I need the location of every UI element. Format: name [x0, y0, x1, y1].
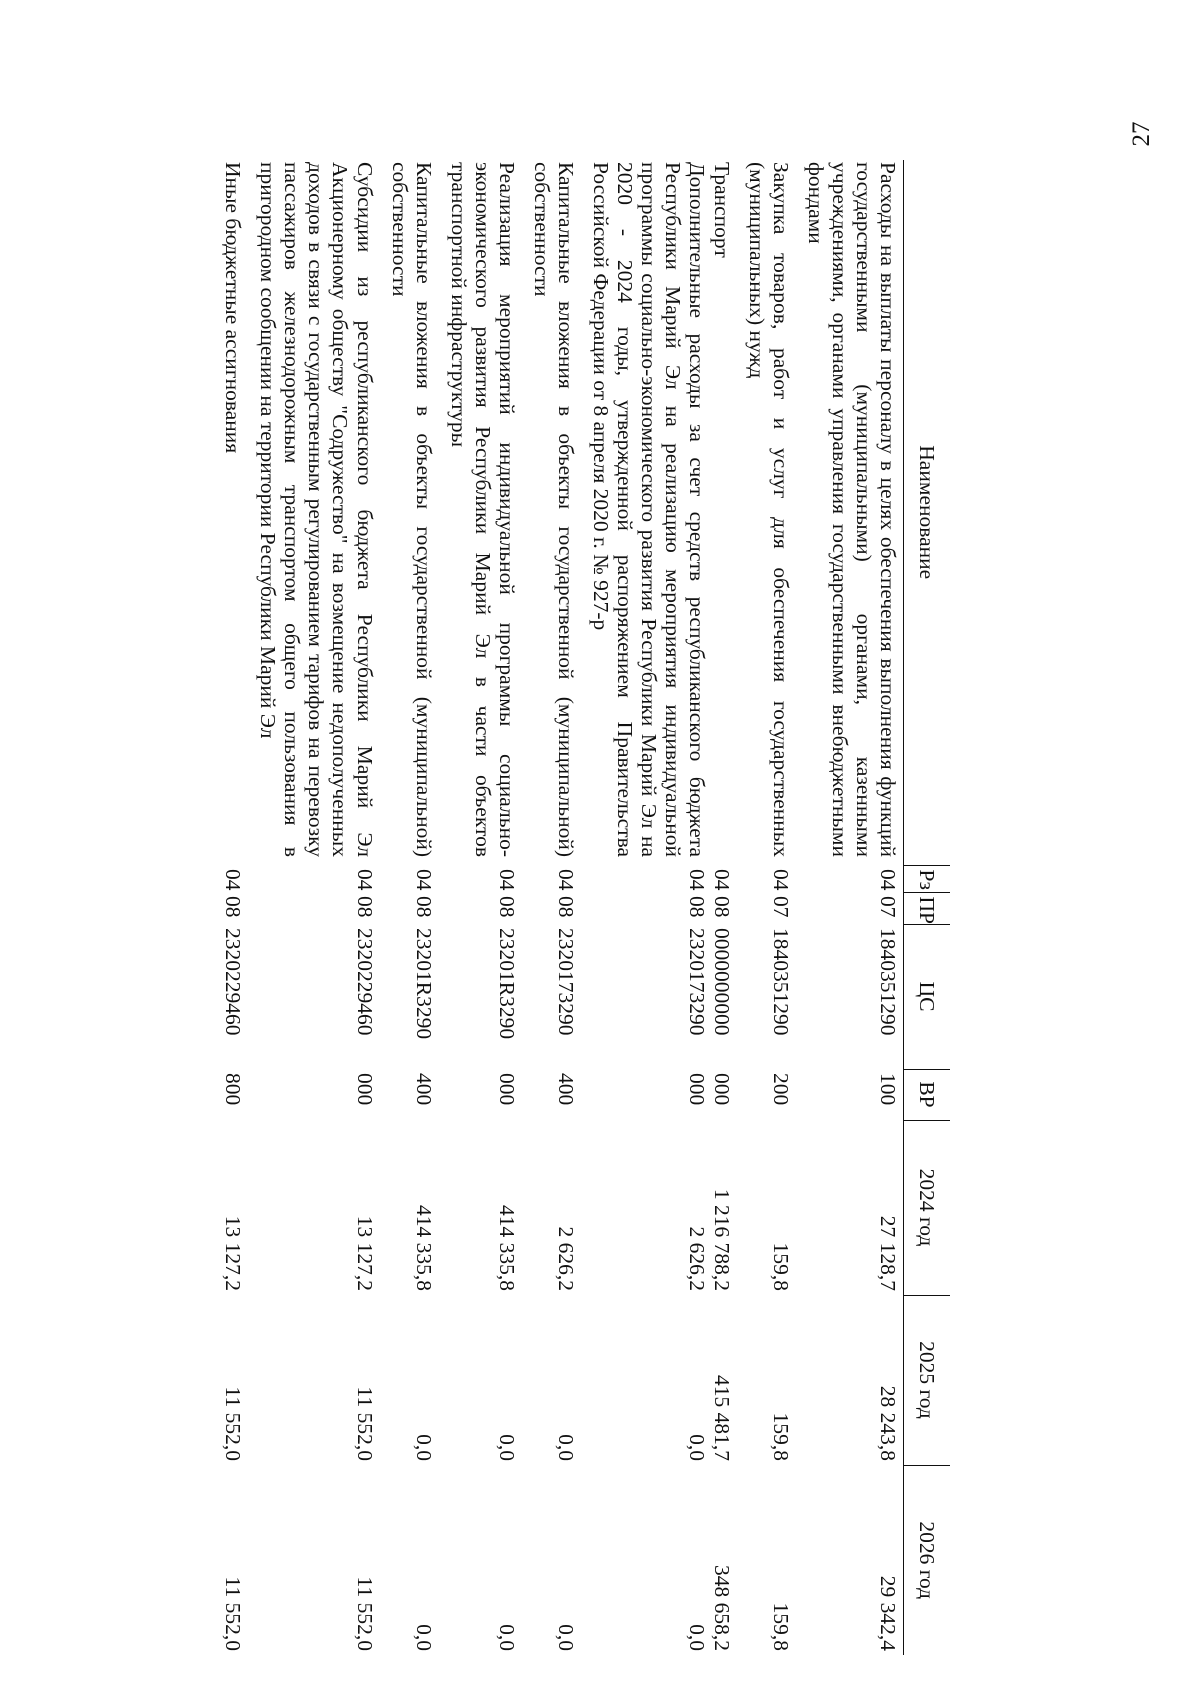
row-name: Субсидии из республиканского бюджета Республики Марий Эл Акционерному обществу "Содружество" на возмещение недополученных доходов в связи с государственным регулированием тарифов на перевозку пассажиров железнодорожным транспортом общего пользования в пригородном сообщении на территории Республики Марий Эл — [256, 162, 377, 857]
row-cs: 23201R3290 — [411, 928, 436, 1040]
row-2024: 414 335,8 — [494, 1205, 519, 1291]
row-vr-group — [581, 1069, 736, 1120]
row-vr: 000 — [352, 1073, 377, 1106]
row-2025: 0,0 — [554, 1434, 579, 1461]
row-2024: 1 216 788,2 — [709, 1188, 734, 1291]
row-2026: 348 658,2 — [709, 1565, 734, 1651]
row-cs: 23201R3290 — [494, 928, 519, 1040]
row-rz: 04 — [876, 869, 900, 891]
table-row-group — [581, 160, 736, 1655]
row-name: Иные бюджетные ассигнования — [221, 162, 246, 454]
row-2026-group — [581, 1465, 736, 1655]
header-pr: ПР — [904, 892, 951, 924]
page-number: 27 — [1128, 121, 1155, 147]
row-rz: 04 — [768, 869, 793, 891]
row-rz: 04 — [709, 869, 734, 891]
row-name: Капитальные вложения в объекты государственной (муниципальной) собственности — [387, 162, 436, 857]
row-pr: 08 — [221, 896, 246, 918]
row-2024: 2 626,2 — [685, 1226, 710, 1291]
row-2025: 415 481,7 — [709, 1375, 734, 1461]
row-cs: 2320229460 — [352, 928, 377, 1036]
table-row — [380, 160, 439, 1655]
row-2025: 159,8 — [768, 1412, 793, 1461]
table-row — [439, 160, 522, 1655]
row-rz: 04 — [685, 869, 710, 891]
row-vr: 800 — [221, 1073, 246, 1106]
row-vr: 400 — [411, 1073, 436, 1106]
row-2026: 29 342,4 — [876, 1575, 900, 1651]
row-name: Расходы на выплаты персоналу в целях обеспечения выполнения функций государственными (муниципальными) органами, казенными учреждениями, органами управления государственными внебюджетными фондами — [803, 162, 900, 857]
row-2025: 28 243,8 — [876, 1385, 900, 1461]
row-2025: 0,0 — [494, 1434, 519, 1461]
table-row — [522, 160, 581, 1655]
row-pr-group — [581, 892, 736, 924]
table-row — [213, 160, 248, 1655]
row-name: Дополнительные расходы за счет средств республиканского бюджета Республики Марий Эл на реализацию мероприятия индивидуальной программы социально-экономического развития Республики Марий Эл на 2020 - 2024 годы, утвержденной распоряжением Правительства Российской Федерации от 8 апреля 2020 г. № 927-р — [589, 162, 710, 857]
table-row — [248, 160, 379, 1655]
row-2024: 159,8 — [768, 1242, 793, 1291]
header-rz: Рз — [904, 865, 951, 892]
header-2025: 2025 год — [904, 1295, 951, 1465]
row-vr: 200 — [768, 1073, 793, 1106]
row-cs: 2320173290 — [685, 928, 710, 1036]
row-rz: 04 — [411, 869, 436, 891]
row-2025: 0,0 — [685, 1434, 710, 1461]
row-pr: 08 — [554, 896, 579, 918]
table-row — [796, 160, 904, 1655]
row-2025: 11 552,0 — [221, 1386, 246, 1461]
row-2024: 414 335,8 — [411, 1205, 436, 1291]
row-2026: 11 552,0 — [221, 1576, 246, 1651]
row-name: Закупка товаров, работ и услуг для обеспечения государственных (муниципальных) нужд — [744, 162, 793, 857]
row-name: Капитальные вложения в объекты государственной (муниципальной) собственности — [529, 162, 579, 857]
row-pr: 08 — [494, 896, 519, 918]
row-2026: 159,8 — [768, 1602, 793, 1651]
row-cs: 1840351290 — [876, 928, 900, 1036]
row-cs: 1840351290 — [768, 928, 793, 1036]
row-pr: 07 — [876, 896, 900, 918]
row-rz: 04 — [494, 869, 519, 891]
row-cs: 0000000000 — [709, 928, 734, 1036]
row-2024: 27 128,7 — [876, 1215, 900, 1291]
row-cs: 2320173290 — [554, 928, 579, 1036]
row-cs-group — [581, 924, 736, 1069]
row-pr: 08 — [685, 896, 710, 918]
row-vr: 000 — [709, 1073, 734, 1106]
row-name: Транспорт — [709, 162, 734, 258]
row-rz: 04 — [221, 869, 246, 891]
rotated-table-sheet — [180, 160, 950, 1655]
row-vr: 100 — [876, 1073, 900, 1106]
row-name-group — [581, 160, 736, 865]
table-header-row — [904, 160, 951, 1655]
header-vr: ВР — [904, 1069, 951, 1120]
row-2026: 0,0 — [685, 1624, 710, 1651]
row-vr: 000 — [494, 1073, 519, 1106]
table-row — [737, 160, 796, 1655]
header-name: Наименование — [904, 160, 951, 865]
header-cs: ЦС — [904, 924, 951, 1069]
row-2024: 13 127,2 — [352, 1215, 377, 1291]
row-cs: 2320229460 — [221, 928, 246, 1036]
row-rz: 04 — [554, 869, 579, 891]
row-pr: 08 — [411, 896, 436, 918]
row-2026: 0,0 — [494, 1624, 519, 1651]
row-rz: 04 — [352, 869, 377, 891]
row-2024: 2 626,2 — [554, 1226, 579, 1291]
row-2024-group — [581, 1120, 736, 1295]
row-vr: 400 — [554, 1073, 579, 1106]
row-vr: 000 — [685, 1073, 710, 1106]
row-2026: 0,0 — [411, 1624, 436, 1651]
row-2025: 11 552,0 — [352, 1386, 377, 1461]
row-2025-group — [581, 1295, 736, 1465]
row-pr: 07 — [768, 896, 793, 918]
row-pr: 08 — [709, 896, 734, 918]
row-pr: 08 — [352, 896, 377, 918]
row-rz-group — [581, 865, 736, 892]
row-2025: 0,0 — [411, 1434, 436, 1461]
header-2024: 2024 год — [904, 1120, 951, 1295]
row-2024: 13 127,2 — [221, 1215, 246, 1291]
row-name: Реализация мероприятий индивидуальной программы социально-экономического развития Республики Марий Эл в части объектов транспортной инфраструктуры — [446, 162, 519, 857]
row-2026: 11 552,0 — [352, 1576, 377, 1651]
header-2026: 2026 год — [904, 1465, 951, 1655]
budget-table — [213, 160, 950, 1655]
row-2026: 0,0 — [554, 1624, 579, 1651]
